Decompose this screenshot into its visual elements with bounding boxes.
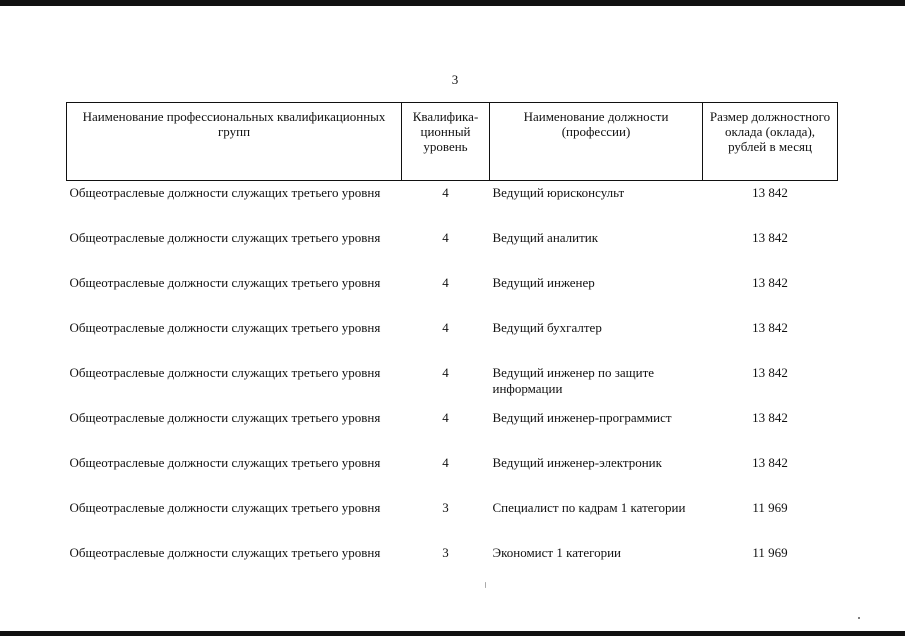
cell-position: Специалист по кадрам 1 категории	[492, 500, 686, 515]
bottom-border-bar	[0, 631, 905, 636]
cell-salary: 13 842	[752, 410, 788, 425]
cell-position: Ведущий инженер-программист	[492, 410, 672, 425]
table-row	[67, 271, 838, 316]
table-row	[67, 181, 838, 227]
cell-salary: 13 842	[752, 185, 788, 200]
cell-position: Ведущий инженер	[492, 275, 595, 290]
cell-salary: 13 842	[752, 275, 788, 290]
page-number: 3	[451, 72, 459, 87]
cell-level: 4	[442, 230, 449, 245]
header-salary: Размер должностного оклада (оклада), рублей в месяц	[703, 103, 838, 181]
cell-level: 4	[442, 320, 449, 335]
header-group: Наименование профессиональных квалификационных групп	[67, 103, 402, 181]
cell-salary: 11 969	[752, 545, 788, 560]
cell-level: 4	[442, 275, 449, 290]
cell-group: Общеотраслевые должности служащих третьего уровня	[69, 275, 381, 290]
cell-level: 4	[442, 410, 449, 425]
scan-speck	[485, 582, 486, 588]
top-border-bar	[0, 0, 905, 6]
cell-level: 3	[442, 500, 449, 515]
header-level: Квалифика-ционный уровень	[402, 103, 490, 181]
cell-group: Общеотраслевые должности служащих третьего уровня	[69, 455, 381, 470]
cell-position: Ведущий бухгалтер	[492, 320, 602, 335]
cell-level: 3	[442, 545, 449, 560]
table-row	[67, 451, 838, 496]
cell-group: Общеотраслевые должности служащих третьего уровня	[69, 320, 381, 335]
cell-group: Общеотраслевые должности служащих третьего уровня	[69, 230, 381, 245]
cell-position: Ведущий инженер по защите информации	[492, 365, 655, 396]
cell-position: Ведущий аналитик	[492, 230, 599, 245]
cell-salary: 13 842	[752, 320, 788, 335]
table-row	[67, 361, 838, 406]
cell-salary: 13 842	[752, 230, 788, 245]
table-row	[67, 541, 838, 586]
cell-group: Общеотраслевые должности служащих третьего уровня	[69, 410, 381, 425]
salary-table	[66, 102, 838, 586]
table-header-row	[67, 103, 838, 181]
cell-position: Ведущий инженер-электроник	[492, 455, 662, 470]
table-row	[67, 316, 838, 361]
cell-group: Общеотраслевые должности служащих третьего уровня	[69, 185, 381, 200]
header-position: Наименование должности (профессии)	[490, 103, 703, 181]
table-row	[67, 406, 838, 451]
cell-position: Ведущий юрисконсульт	[492, 185, 625, 200]
cell-position: Экономист 1 категории	[492, 545, 622, 560]
cell-level: 4	[442, 455, 449, 470]
cell-salary: 13 842	[752, 455, 788, 470]
cell-group: Общеотраслевые должности служащих третьего уровня	[69, 365, 381, 380]
scan-speck	[858, 617, 860, 619]
cell-group: Общеотраслевые должности служащих третьего уровня	[69, 500, 381, 515]
table-row	[67, 496, 838, 541]
cell-level: 4	[442, 365, 449, 380]
cell-level: 4	[442, 185, 449, 200]
table-row	[67, 226, 838, 271]
cell-group: Общеотраслевые должности служащих третьего уровня	[69, 545, 381, 560]
cell-salary: 11 969	[752, 500, 788, 515]
cell-salary: 13 842	[752, 365, 788, 380]
